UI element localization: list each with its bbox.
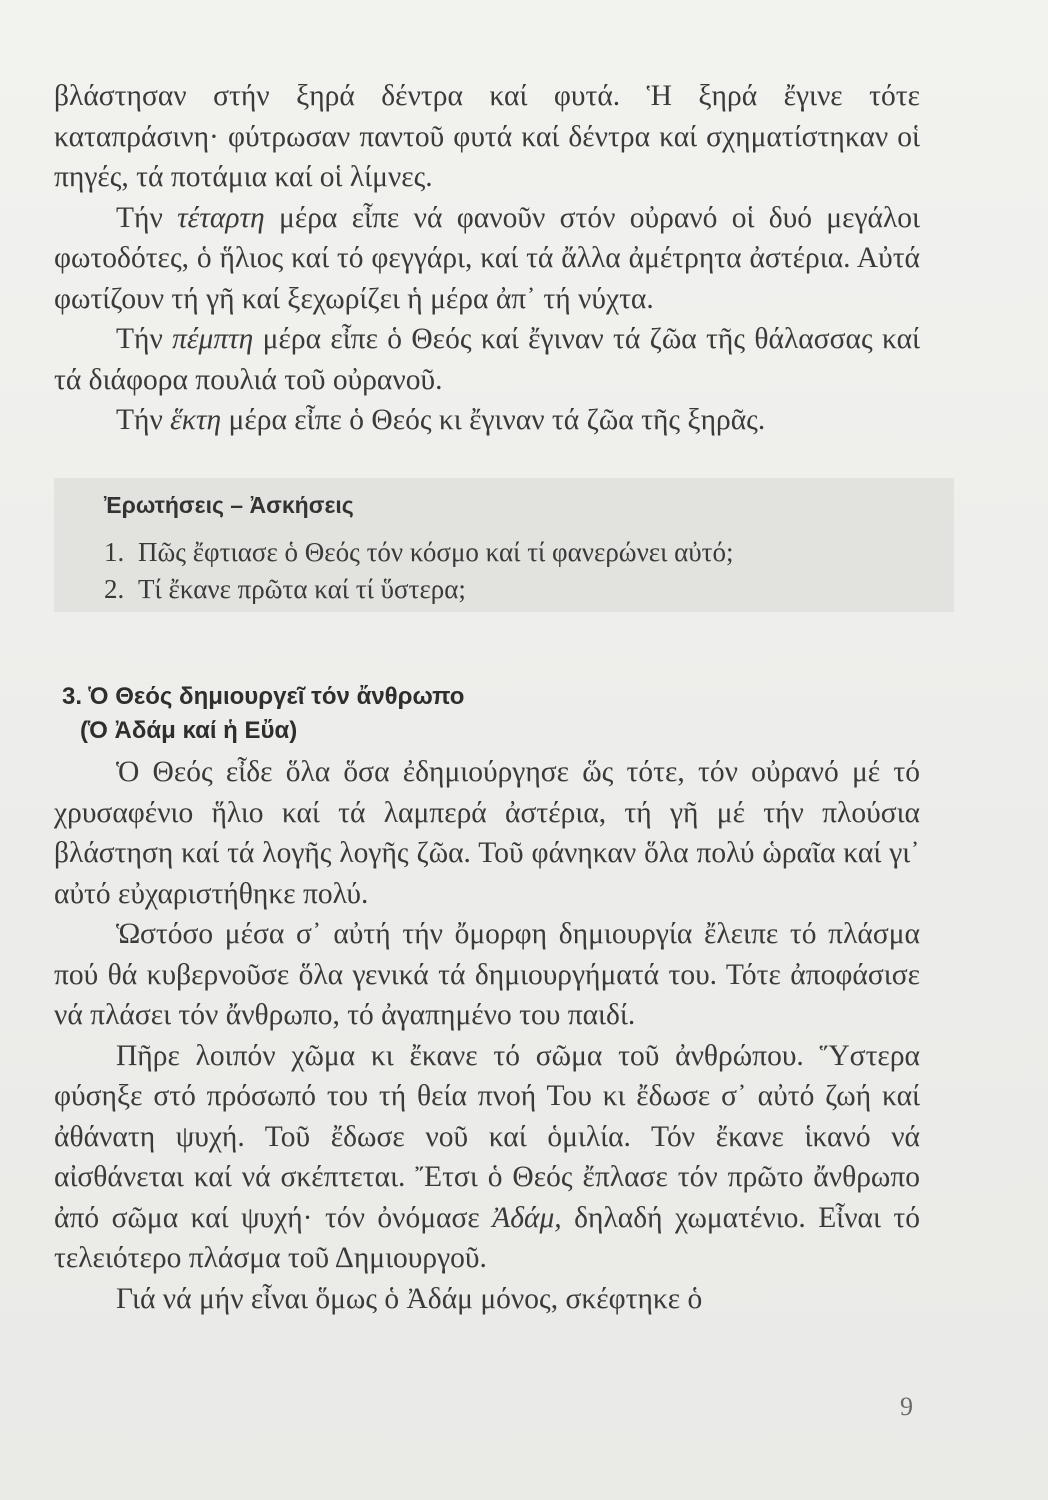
text-span: δηλαδή χωματένιο. Εἶναι τό τελειότερο πλάσμα τοῦ Δημιουργοῦ. [54,1201,921,1274]
top-text-block [54,76,920,441]
text-span: μέρα εἶπε ὁ Θεός καί ἔγιναν τά ζῶα τῆς θάλασσας καί τά διάφορα πουλιά τοῦ οὐρανοῦ. [54,323,920,396]
text-span: Τήν [116,323,173,355]
text-span: Τήν [116,404,171,436]
body-text-block [54,752,920,1319]
paragraph-plants: βλάστησαν στήν ξηρά δέντρα καί φυτά. Ἡ ξηρά ἔγινε τότε καταπράσινη· φύτρωσαν παντοῦ φυτά καί δέντρα καί σχηματίστηκαν οἱ πηγές, τά ποτάμια καί οἱ λίμνες. [54,80,920,193]
exercises-list [104,534,944,608]
emphasis-sixth: ἕκτη [170,404,222,436]
paragraph-not-alone: Γιά νά μήν εἶναι ὅμως ὁ Ἀδάμ μόνος, σκέφτηκε ὁ [116,1282,703,1315]
text-span: Πῆρε λοιπόν χῶμα κι ἔκανε τό σῶμα τοῦ ἀνθρώπου. Ὕστερα φύσηξε στό πρόσωπό του τή θεία πνοή Του κι ἔδωσε σ᾽ αὐτό ζωή καί ἀθάνατη ψυχή. Τοῦ ἔδωσε νοῦ καί ὁμιλία. Τόν ἔκανε ἱκανό νά αἰσθάνεται καί νά σκέπτεται. Ἔτσι ὁ Θεός ἔπλασε τόν πρῶτο ἄνθρωπο ἀπό σῶμα καί ψυχή· τόν ὀνόμασε [54,1039,920,1234]
exercise-item [104,571,944,608]
text-span: μέρα εἶπε νά φανοῦν στόν οὐρανό οἱ δυό μεγάλοι φωτοδότες, ὁ ἥλιος καί τό φεγγάρι, καί τά ἄλλα ἀμέτρητα ἀστέρια. Αὐτά φωτίζουν τή γῆ καί ξεχωρίζει ἡ μέρα ἀπ᾽ τή νύχτα. [54,201,920,315]
emphasis-fifth: πέμπτη [172,323,254,355]
emphasis-fourth: τέταρτη [177,201,265,234]
text-span: Τήν [116,201,178,234]
exercises-box [54,478,954,612]
paragraph-fifth-day [54,319,920,400]
exercise-number: 2. [104,574,125,604]
page-number: 9 [900,1392,913,1421]
exercise-question: Πῶς ἔφτιασε ὁ Θεός τόν κόσμο καί τί φανερώνει αὐτό; [138,537,734,567]
text-span: μέρα εἶπε ὁ Θεός κι ἔγιναν τά ζῶα τῆς ξηρᾶς. [221,404,766,436]
exercises-title: Ἐρωτήσεις – Ἀσκήσεις [104,492,354,518]
paragraph-sixth-day [54,400,920,441]
exercise-number: 1. [104,537,125,567]
section-title: 3. Ὁ Θεός δημιουργεῖ τόν ἄνθρωπο [62,683,465,710]
section-heading [62,680,464,748]
section-subtitle: (Ὁ Ἀδάμ καί ἡ Εὔα) [80,717,298,744]
paragraph-creation-of-adam [54,1036,920,1279]
exercise-question: Τί ἔκανε πρῶτα καί τί ὕστερα; [138,574,466,604]
paragraph-missing-creature: Ὡστόσο μέσα σ᾽ αὐτή τήν ὄμορφη δημιουργία ἔλειπε τό πλάσμα πού θά κυβερνοῦσε ὅλα γενικά τά δημιουργήματά του. Τότε ἀποφάσισε νά πλάσει τόν ἄνθρωπο, τό ἀγαπημένο του παιδί. [54,918,920,1031]
emphasis-adam: Ἀδάμ, [492,1201,562,1234]
paragraph-god-saw: Ὁ Θεός εἶδε ὅλα ὅσα ἐδημιούργησε ὥς τότε, τόν οὐρανό μέ τό χρυσαφένιο ἥλιο καί τά λαμπερά ἀστέρια, τή γῆ μέ τήν πλούσια βλάστηση καί τά λογῆς λογῆς ζῶα. Τοῦ φάνηκαν ὅλα πολύ ὡραῖα καί γι᾽ αὐτό εὐχαριστήθηκε πολύ. [54,756,920,910]
paragraph-fourth-day [54,198,920,320]
exercise-item [104,534,944,571]
